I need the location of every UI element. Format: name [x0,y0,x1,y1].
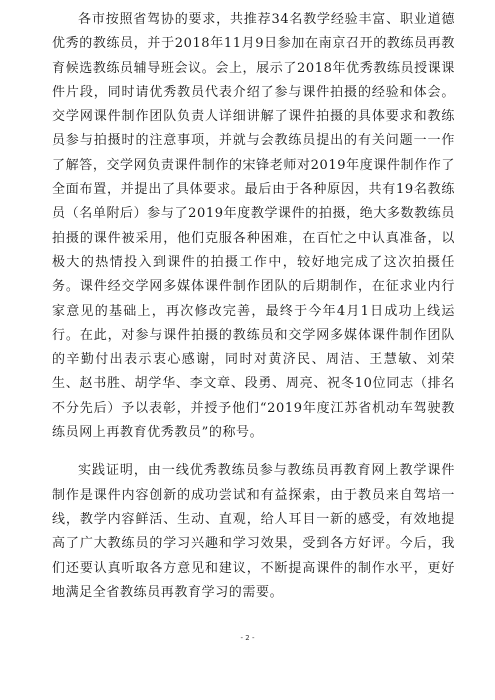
page-number: - 2 - [240,634,255,642]
body-paragraph: 实践证明，由一线优秀教练员参与教练员再教育网上教学课件制作是课件内容创新的成功尝试和有益探索，由于教员来自驾培一线，教学内容鲜活、生动、直观，给人耳目一新的感受，有效地提高了广大教练员的学习兴趣和学习效果，受到各方好评。今后，我们还要认真听取各方意见和建议，不断提高课件的制作水平，更好地满足全省教练员再教育学习的需要。 [52,463,455,600]
body-paragraph: 各市按照省驾协的要求，共推荐34名教学经验丰富、职业道德优秀的教练员，并于2018年11月9日参加在南京召开的教练员再教育候选教练员辅导班会议。会上，展示了2018年优秀教练员授课课件片段，同时请优秀教员代表介绍了参与课件拍摄的经验和体会。交学网课件制作团队负责人详细讲解了课件拍摄的具体要求和教练员参与拍摄时的注意事项，并就与会教练员提出的有关问题一一作了解答，交学网负责课件制作的宋锋老师对2019年度课件制作作了全面布置，并提出了具体要求。最后由于各种原因，共有19名教练员（名单附后）参与了2019年度教学课件的拍摄，绝大多数教练员拍摄的课件被采用，他们克服各种困难，在百忙之中认真准备，以极大的热情投入到课件的拍摄工作中，较好地完成了这次拍摄任务。课件经交学网多媒体课件制作团队的后期制作，在征求业内行家意见的基础上，再次修改完善，最终于今年4月1日成功上线运行。在此，对参与课件拍摄的教练员和交学网多媒体课件制作团队的辛勤付出表示衷心感谢，同时对黄济民、周洁、王慧敏、刘荣生、赵书胜、胡学华、李文章、段勇、周亮、祝冬10位同志（排名不分先后）予以表彰，并授予他们“2019年度江苏省机动车驾驶教练员网上再教育优秀教员”的称号。 [52,12,455,441]
